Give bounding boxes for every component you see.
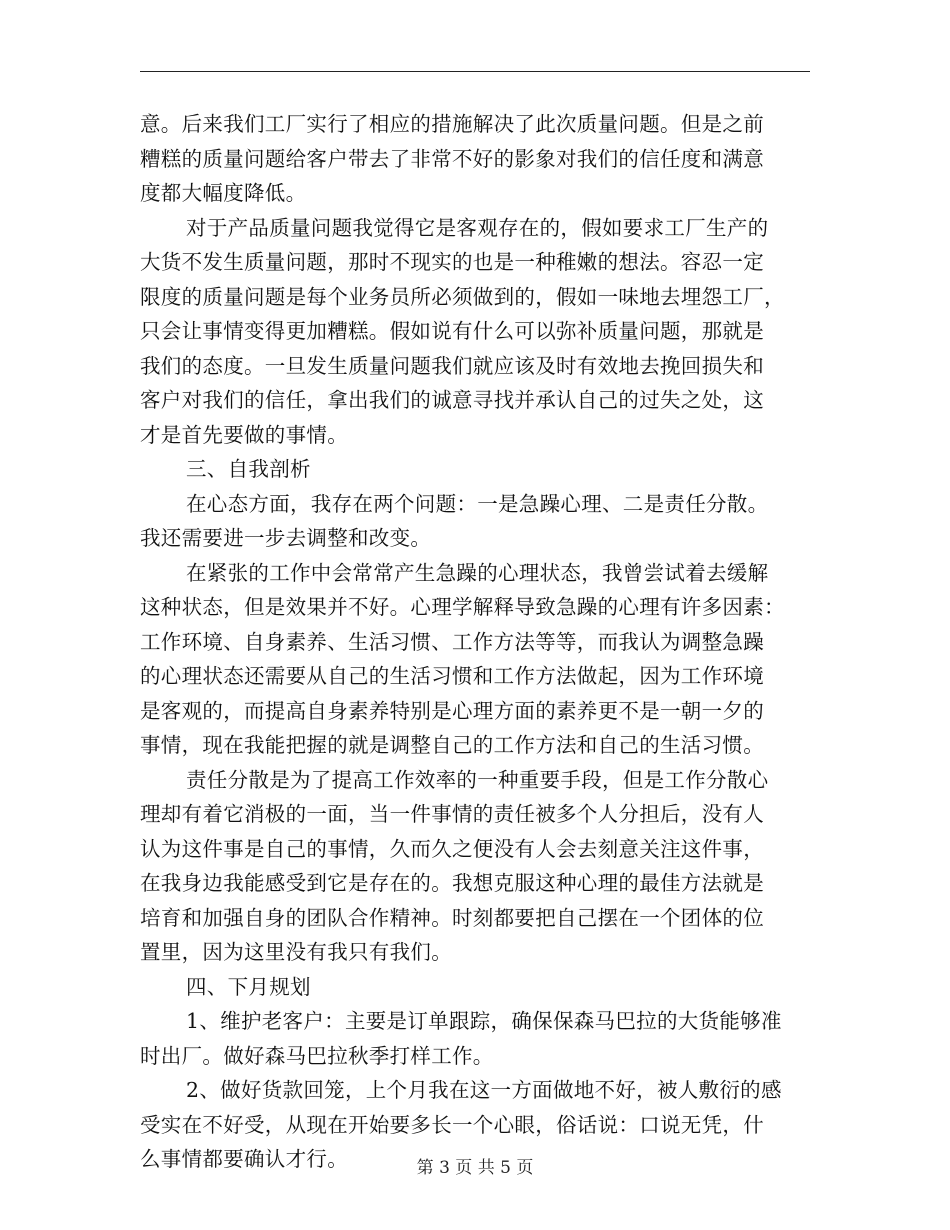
- text-line: 限度的质量问题是每个业务员所必须做到的，假如一味地去埋怨工厂，: [140, 284, 785, 309]
- text-line: 在心态方面，我存在两个问题：一是急躁心理、二是责任分散。: [186, 491, 769, 516]
- text-line: 才是首先要做的事情。: [140, 422, 348, 447]
- text-line: 工作环境、自身素养、生活习惯、工作方法等等，而我认为调整急躁: [140, 629, 764, 654]
- text-line: 只会让事情变得更加糟糕。假如说有什么可以弥补质量问题，那就是: [140, 319, 764, 343]
- page-indicator: 第 3 页 共 5 页: [416, 1158, 534, 1178]
- text-line: 是客观的，而提高自身素养特别是心理方面的素养更不是一朝一夕的: [140, 698, 764, 723]
- text-line: 对于产品质量问题我觉得它是客观存在的，假如要求工厂生产的: [186, 215, 769, 240]
- text-line: 受实在不好受，从现在开始要多长一个心眼，俗话说：口说无凭，什: [140, 1112, 764, 1137]
- text-line: 这种状态，但是效果并不好。心理学解释导致急躁的心理有许多因素：: [140, 595, 785, 619]
- text-line: 糟糕的质量问题给客户带去了非常不好的影象对我们的信任度和满意: [140, 146, 764, 171]
- text-line: 事情，现在我能把握的就是调整自己的工作方法和自己的生活习惯。: [140, 733, 764, 757]
- text-line: 2、做好货款回笼，上个月我在这一方面做地不好，被人敷衍的感: [186, 1078, 782, 1102]
- body-text: [140, 107, 810, 1177]
- text-line: 三、自我剖析: [186, 457, 311, 481]
- text-line: 认为这件事是自己的事情，久而久之便没有人会去刻意关注这件事，: [140, 836, 764, 861]
- text-line: 度都大幅度降低。: [140, 181, 307, 205]
- text-line: 意。后来我们工厂实行了相应的措施解决了此次质量问题。但是之前: [140, 112, 764, 136]
- text-line: 四、下月规划: [186, 974, 311, 999]
- text-line: 时出厂。做好森马巴拉秋季打样工作。: [140, 1043, 494, 1068]
- text-line: 置里，因为这里没有我只有我们。: [140, 940, 452, 964]
- text-line: 的心理状态还需要从自己的生活习惯和工作方法做起，因为工作环境: [140, 664, 764, 688]
- text-line: 1、维护老客户：主要是订单跟踪，确保保森马巴拉的大货能够准: [186, 1009, 782, 1033]
- header-rule: [140, 71, 810, 72]
- text-line: 么事情都要确认才行。: [140, 1147, 348, 1171]
- text-line: 在紧张的工作中会常常产生急躁的心理状态，我曾尝试着去缓解: [186, 560, 769, 585]
- text-line: 大货不发生质量问题，那时不现实的也是一种稚嫩的想法。容忍一定: [140, 250, 764, 274]
- text-line: 我还需要进一步去调整和改变。: [140, 526, 432, 550]
- text-line: 理却有着它消极的一面，当一件事情的责任被多个人分担后，没有人: [140, 802, 764, 826]
- text-line: 责任分散是为了提高工作效率的一种重要手段，但是工作分散心: [186, 767, 769, 792]
- text-line: 我们的态度。一旦发生质量问题我们就应该及时有效地去挽回损失和: [140, 353, 764, 378]
- text-line: 在我身边我能感受到它是存在的。我想克服这种心理的最佳方法就是: [140, 871, 764, 895]
- text-line: 客户对我们的信任，拿出我们的诚意寻找并承认自己的过失之处，这: [140, 388, 764, 412]
- text-line: 培育和加强自身的团队合作精神。时刻都要把自己摆在一个团体的位: [140, 905, 764, 930]
